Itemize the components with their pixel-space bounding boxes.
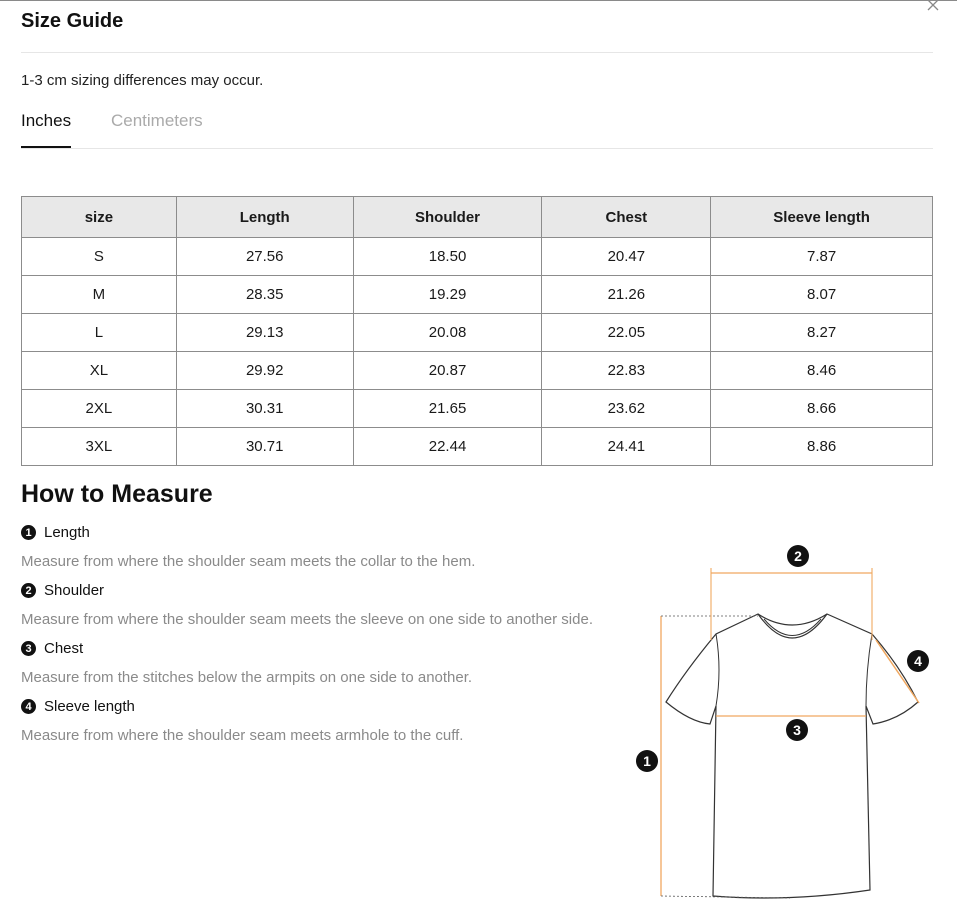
marker-3-label: 3 [793,722,801,738]
table-row [22,428,933,466]
title-divider [21,52,933,53]
tab-centimeters[interactable]: Centimeters [111,111,203,130]
table-cell: M [22,276,177,314]
measure-description: Measure from where the shoulder seam meets the collar to the hem. [21,553,476,570]
how-to-measure-title: How to Measure [21,480,213,508]
table-cell: 27.56 [176,238,353,276]
table-cell: 23.62 [542,390,711,428]
measure-item-shoulder [21,582,104,599]
measure-label: Sleeve length [44,698,135,715]
table-cell: 21.65 [353,390,542,428]
table-cell: 8.86 [711,428,933,466]
table-cell: 20.08 [353,314,542,352]
table-cell: 8.46 [711,352,933,390]
column-header: Sleeve length [711,197,933,238]
measure-item-chest [21,640,83,657]
column-header: size [22,197,177,238]
measure-description: Measure from where the shoulder seam meets the sleeve on one side to another side. [21,611,593,628]
tshirt-measure-diagram [630,540,940,905]
table-cell: L [22,314,177,352]
number-2-icon: 2 [21,583,36,598]
measure-description: Measure from the stitches below the armpits on one side to another. [21,669,473,686]
close-button[interactable] [925,0,941,13]
table-cell: 8.27 [711,314,933,352]
table-cell: 2XL [22,390,177,428]
dialog-title: Size Guide [21,10,124,32]
table-cell: 24.41 [542,428,711,466]
table-cell: 22.44 [353,428,542,466]
table-cell: 22.83 [542,352,711,390]
top-border [0,0,957,1]
table-cell: 3XL [22,428,177,466]
tab-inches[interactable]: Inches [21,111,71,148]
column-header: Length [176,197,353,238]
table-cell: 22.05 [542,314,711,352]
marker-4 [907,650,929,672]
table-cell: 7.87 [711,238,933,276]
table-cell: S [22,238,177,276]
marker-4-label: 4 [914,653,922,669]
sizing-note: 1-3 cm sizing differences may occur. [21,72,264,89]
table-cell: 29.92 [176,352,353,390]
measure-label: Shoulder [44,582,105,599]
tshirt-outline [666,614,918,898]
number-4-icon: 4 [21,699,36,714]
table-cell: 8.07 [711,276,933,314]
measure-label: Length [44,524,90,541]
close-icon [927,0,939,11]
table-cell: 21.26 [542,276,711,314]
marker-1 [636,750,658,772]
table-cell: 8.66 [711,390,933,428]
size-table [21,196,933,466]
table-cell: 19.29 [353,276,542,314]
table-cell: 20.87 [353,352,542,390]
table-cell: XL [22,352,177,390]
table-row [22,238,933,276]
measure-item-sleeve-length [21,698,135,715]
table-cell: 30.31 [176,390,353,428]
table-cell: 29.13 [176,314,353,352]
measure-description: Measure from where the shoulder seam meets armhole to the cuff. [21,727,464,744]
table-cell: 18.50 [353,238,542,276]
marker-2-label: 2 [794,548,802,564]
number-1-icon: 1 [21,525,36,540]
table-cell: 30.71 [176,428,353,466]
table-cell: 28.35 [176,276,353,314]
table-row [22,390,933,428]
measure-item-length [21,524,90,541]
table-row [22,314,933,352]
column-header: Chest [542,197,711,238]
marker-3 [786,719,808,741]
number-3-icon: 3 [21,641,36,656]
table-cell: 20.47 [542,238,711,276]
marker-2 [787,545,809,567]
tabs-divider [21,148,933,149]
table-row [22,352,933,390]
marker-1-label: 1 [643,753,651,769]
table-header-row [22,197,933,238]
measure-label: Chest [44,640,84,657]
column-header: Shoulder [353,197,542,238]
table-row [22,276,933,314]
